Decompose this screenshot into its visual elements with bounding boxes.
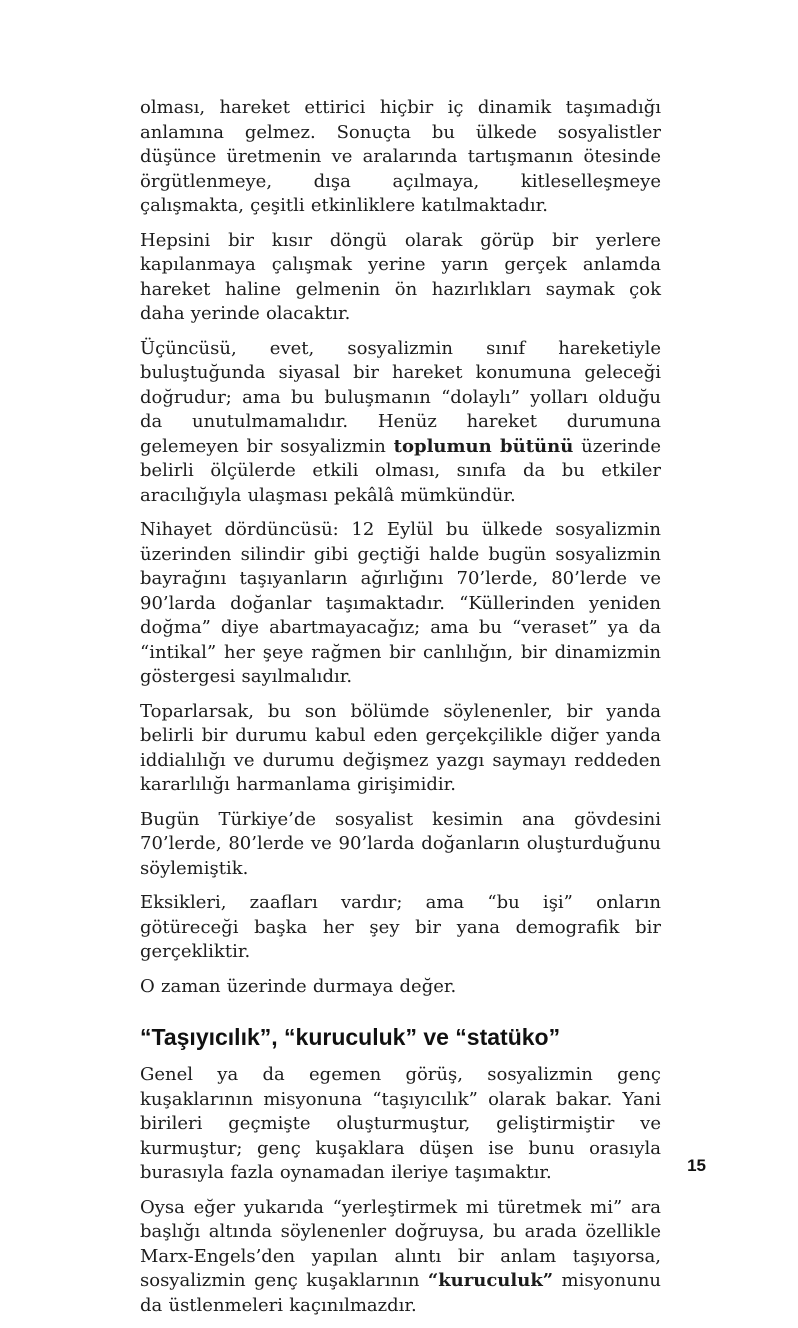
paragraph: [140, 96, 661, 219]
bold-text: “kuruculuk”: [427, 1270, 554, 1291]
body-text: Eksikleri, zaafları vardır; ama “bu işi” onların götüreceği başka her şey bir yana demografik bir gerçekliktir.: [140, 892, 661, 962]
body-text: olması, hareket ettirici hiçbir iç dinamik taşımadığı anlamına gelmez. Sonuçta bu ülkede sosyalistler düşünce üretmenin ve aralarında tartışmanın ötesinde örgütlenmeye, dışa açılmaya, kitleselleşmeye çalışmakta, çeşitli etkinliklere katılmaktadır.: [140, 97, 661, 216]
body-text: Oysa eğer yukarıda “yerleştirmek mi türetmek mi” ara başlığı altında söylenenler doğruysa, bu arada özellikle Marx-Engels’den yapılan alıntı bir anlam taşıyorsa, sosyalizmin genç kuşaklarının: [140, 1196, 661, 1291]
bold-text: toplumun bütünü: [393, 435, 574, 457]
paragraph: [140, 518, 661, 690]
body-text: Hepsini bir kısır döngü olarak görüp bir yerlere kapılanmaya çalışmak yerine yarın gerçek anlamda hareket haline gelmenin ön hazırlıkları saymak çok daha yerinde olacaktır.: [140, 229, 661, 324]
paragraph: [140, 891, 661, 965]
section-heading: “Taşıyıcılık”, “kuruculuk” ve “statüko”: [140, 1024, 561, 1050]
paragraph: [140, 229, 661, 327]
paragraph: [140, 808, 661, 882]
body-text: Bugün Türkiye’de sosyalist kesimin ana gövdesini 70’lerde, 80’lerde ve 90’larda doğanların oluşturduğunu söylemiştik.: [140, 808, 661, 879]
body-text: Toparlarsak, bu son bölümde söylenenler, bir yanda belirli bir durumu kabul eden gerçekçilikle diğer yanda iddialılığı ve durumu değişmez yazgı saymayı reddeden kararlılığı harmanlama girişimidir.: [140, 700, 661, 795]
paragraph: [140, 337, 661, 509]
paragraph: [140, 1063, 661, 1186]
paragraph: [140, 700, 661, 798]
text-content: [140, 96, 661, 1328]
paragraph: [140, 1196, 661, 1319]
body-text: Üçüncüsü, evet, sosyalizmin sınıf hareketiyle buluştuğunda siyasal bir hareket konumuna geleceği doğrudur; ama bu buluşmanın “dolaylı” yolları olduğu da unutulmamalıdır. Henüz hareket durumuna gelemeyen bir sosyalizmin: [140, 337, 661, 457]
body-text: Nihayet dördüncüsü: 12 Eylül bu ülkede sosyalizmin üzerinden silindir gibi geçtiği halde bugün sosyalizmin bayrağını taşıyanların ağırlığını 70’lerde, 80’lerde ve 90’larda doğanlar taşımaktadır. “Küllerinden yeniden doğma” diye abartmayacağız; ama bu “veraset” ya da “intikal” her şeye rağmen bir canlılığın, bir dinamizmin göstergesi sayılmalıdır.: [140, 519, 661, 687]
page-number: 15: [687, 1156, 706, 1175]
body-text: Genel ya da egemen görüş, sosyalizmin genç kuşaklarının misyonuna “taşıyıcılık” olarak bakar. Yani birileri geçmişte oluşturmuştur, geliştirmiştir ve kurmuştur; genç kuşaklara düşen ise bunu orasıyla burasıyla fazla oynamadan ileriye taşımaktır.: [140, 1064, 661, 1183]
paragraph: [140, 975, 661, 1000]
body-text: O zaman üzerinde durmaya değer.: [140, 975, 457, 997]
body-text: misyonunu da üstlenmeleri kaçınılmazdır.: [140, 1270, 661, 1316]
body-text: üzerinde belirli ölçülerde etkili olması, sınıfa da bu etkiler aracılığıyla ulaşması pekâlâ mümkündür.: [140, 435, 661, 506]
